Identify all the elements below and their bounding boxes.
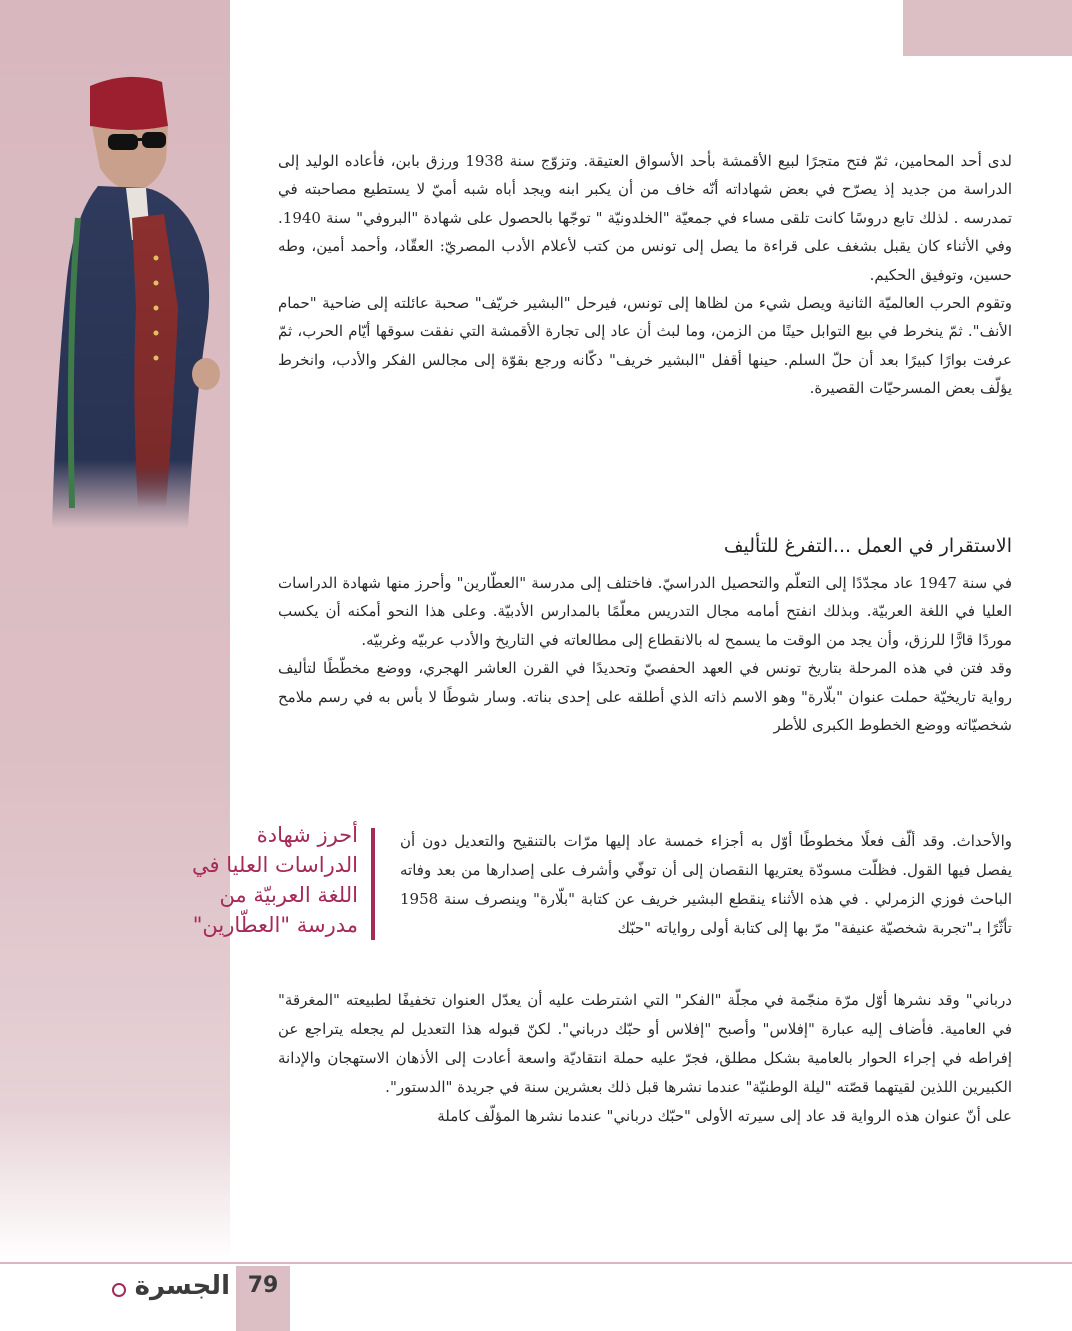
page-number: 79 bbox=[247, 1273, 279, 1298]
paragraph: في سنة 1947 عاد مجدّدًا إلى التعلّم والتحصيل الدراسيّ. فاختلف إلى مدرسة "العطّارين" وأحرز منها شهادة الدراسات العليا في اللغة العربيّة. وبذلك انفتح أمامه مجال التدريس معلّمًا بالمدارس الأدبيّة. وعلى هذا النحو أمكنه أن يكسب موردًا قارًّا للرزق، وأن يجد من الوقت ما يسمح له بالانقطاع إلى مطالعاته في التاريخ والأدب عربيّه وغربيّه. bbox=[278, 574, 1012, 649]
paragraph: درباني" وقد نشرها أوّل مرّة منجّمة في مجلّة "الفكر" التي اشترطت عليه أن يعدّل العنوان تخفيفًا لطبيعته "المغرقة" في العامية. فأضاف إليه عبارة "إفلاس" وأصبح "إفلاس أو حبّك درباني". لكنّ قبوله هذا التعديل لم يجعله يتراجع عن إفراطه في إجراء الحوار بالعامية بشكل مطلق، فجرّ عليه حملة انتقاديّة واسعة أعادت إلى الأذهان الاستهجان والإدانة الكبيرين اللذين لقيتهما قصّته "ليلة الوطنيّة" عندما نشرها قبل ذلك بعشرين سنة في جريدة "الدستور". bbox=[278, 991, 1012, 1096]
body-block-4 bbox=[278, 986, 1012, 1131]
paragraph: على أنّ عنوان هذه الرواية قد عاد إلى سيرته الأولى "حبّك درباني" عندما نشرها المؤلّف كاملة bbox=[437, 1107, 1012, 1125]
flower-icon bbox=[112, 1283, 126, 1297]
footer-rule bbox=[0, 1262, 1072, 1264]
pull-quote-line: الدراسات العليا في bbox=[192, 853, 358, 877]
paragraph: والأحداث. وقد ألّف فعلًا مخطوطًا أوّل به أجزاء خمسة عاد إليها مرّات بالتنقيح والتعديل دون أن يفصل فيها القول. فظلّت مسودّة يعتريها النقصان إلى أن توفّي وأشرف على إصدارها من بعد وفاته الباحث فوزي الزمرلي . في هذه الأثناء ينقطع البشير خريف عن كتابة "بلّارة" وينصرف سنة 1958 تأثّرًا بـ"تجربة شخصيّة عنيفة" مرّ بها إلى كتابة أولى رواياته "حبّك bbox=[400, 832, 1012, 937]
pull-quote-line: أحرز شهادة bbox=[256, 823, 358, 847]
paragraph: وقد فتن في هذه المرحلة بتاريخ تونس في العهد الحفصيّ وتحديدًا في القرن العاشر الهجري، ووضع مخطّطًا لتأليف رواية تاريخيّة حملت عنوان "بلّارة" وهو الاسم ذاته الذي أطلقه على إحدى بناته. وسار شوطًا لا بأس به في رسم ملامح شخصيّاته ووضع الخطوط الكبرى للأطر bbox=[278, 659, 1012, 735]
paragraph: لدى أحد المحامين، ثمّ فتح متجرًا لبيع الأقمشة بأحد الأسواق العتيقة. وتزوّج سنة 1938 ورزق بابن، فأعاده الوليد إلى الدراسة من جديد إذ يصرّح في بعض شهاداته أنّه خاف من أن يكبر ابنه ويجد أباه شبه أميّ لا يستطيع مصاحبته في تمدرسه . لذلك تابع دروسًا كانت تلقى مساء في جمعيّة "الخلدونيّة " توجّها بالحصول على شهادة "البروفي" سنة 1940. وفي الأثناء كان يقبل بشغف على قراءة ما يصل إلى تونس من كتب لأعلام الأدب المصريّ: العقّاد، وأحمد أمين، وطه حسين، وتوفيق الحكيم. bbox=[278, 152, 1012, 284]
magazine-logo bbox=[110, 1266, 230, 1306]
pull-quote-line: اللغة العربيّة من bbox=[219, 883, 358, 907]
corner-decor-block bbox=[903, 0, 1072, 56]
paragraph: وتقوم الحرب العالميّة الثانية ويصل شيء من لظاها إلى تونس، فيرحل "البشير خريّف" صحبة عائلته إلى ضاحية "حمام الأنف". ثمّ ينخرط في بيع التوابل حينًا من الزمن، وما لبث أن عاد إلى تجارة الأقمشة التي نفقت سوقها أيّام الحرب، ثمّ عرفت بوارًا كبيرًا بعد أن حلّ السلم. حينها أقفل "البشير خريف" دكّانه ورجع بقوّة إلى مجالس الفكر والأدب، وانخرط يؤلّف بعض المسرحيّات القصيرة. bbox=[278, 294, 1012, 398]
pull-quote-line: مدرسة "العطّارين" bbox=[192, 913, 358, 937]
pull-quote bbox=[140, 820, 358, 940]
body-block-2 bbox=[278, 569, 1012, 739]
pull-quote-bar bbox=[371, 828, 375, 940]
section-heading: الاستقرار في العمل ...التفرغ للتأليف bbox=[723, 535, 1012, 557]
body-block-3 bbox=[400, 827, 1012, 943]
logo-text: الجسرة bbox=[134, 1271, 230, 1301]
portrait-photo bbox=[38, 68, 234, 538]
body-block-1 bbox=[278, 147, 1012, 403]
